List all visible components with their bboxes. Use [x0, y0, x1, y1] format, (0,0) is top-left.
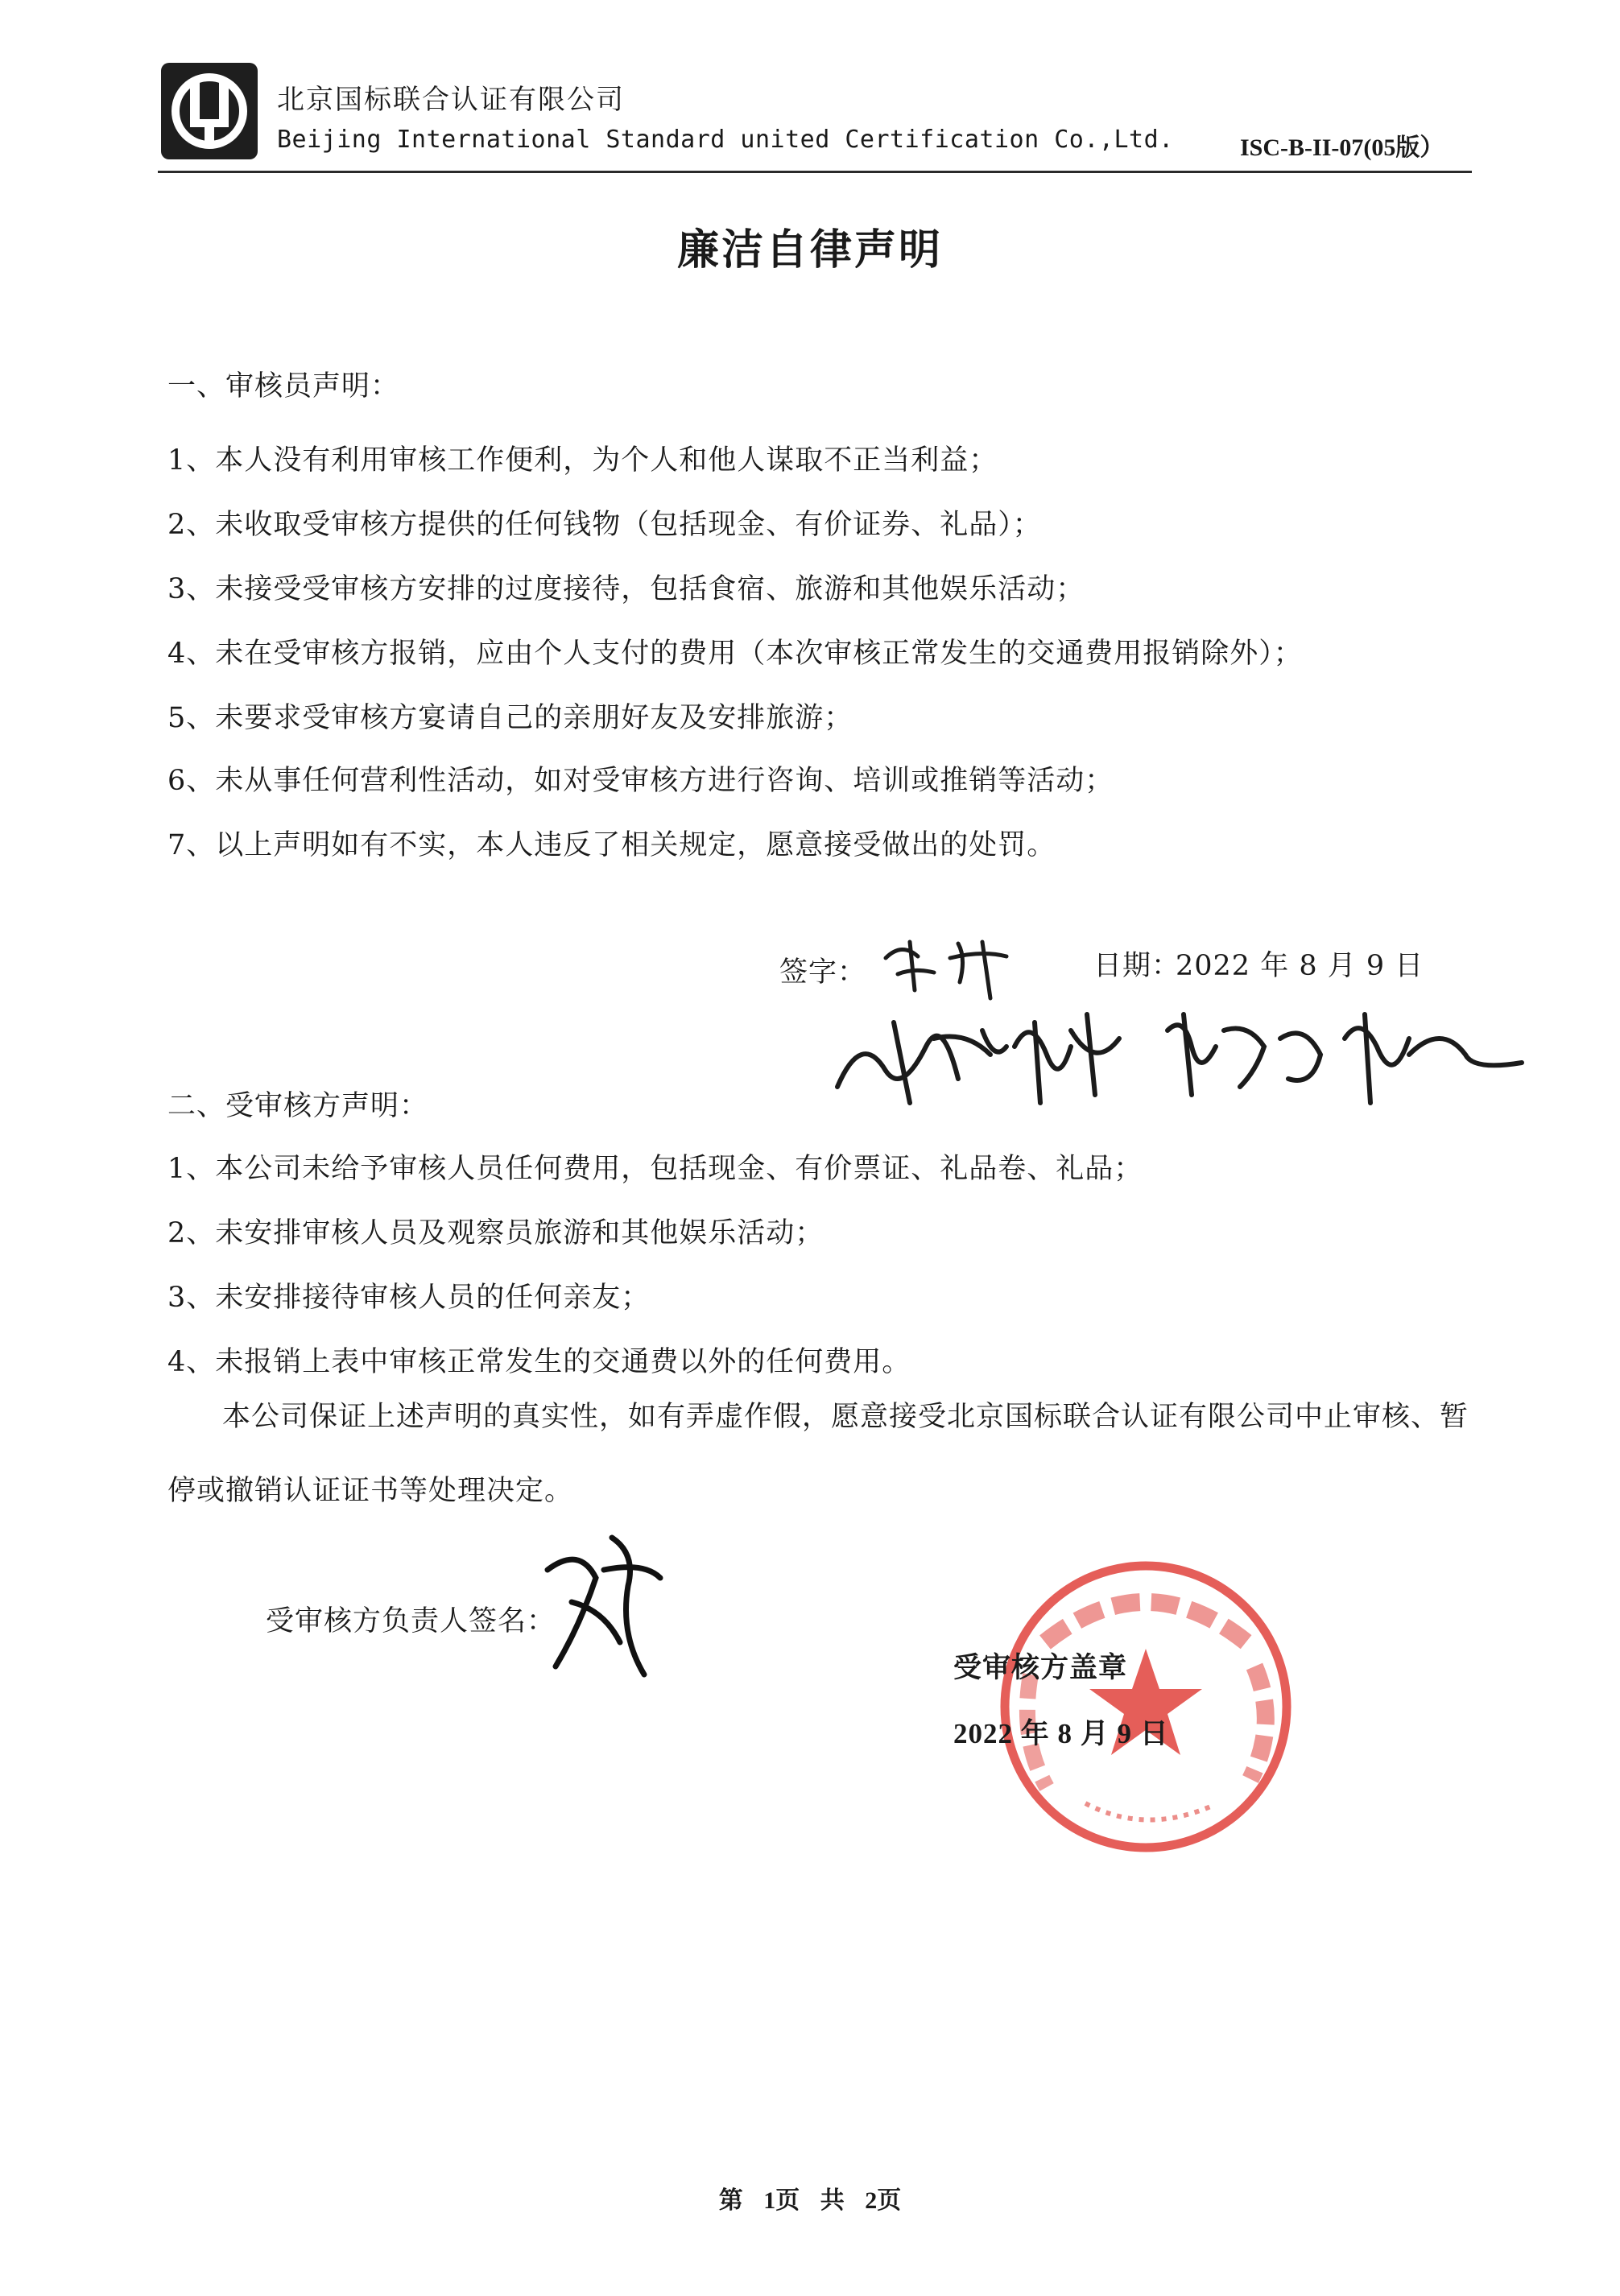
company-name-cn: 北京国标联合认证有限公司: [277, 84, 625, 116]
document-code: ISC-B-II-07(05版）: [1240, 134, 1444, 161]
auditor-signature-label: 签字：: [779, 956, 867, 989]
auditee-item-1: 1、本公司未给予审核人员任何费用，包括现金、有价票证、礼品卷、礼品；: [167, 1153, 1143, 1185]
auditor-item-7: 7、以上声明如有不实，本人违反了相关规定，愿意接受做出的处罚。: [167, 829, 1056, 861]
auditor-date-label: 日期：: [1093, 950, 1181, 982]
auditor-item-1: 1、本人没有利用审核工作便利，为个人和他人谋取不正当利益；: [167, 444, 998, 477]
auditor-signature-1: [870, 934, 1031, 1006]
company-seal-icon: [981, 1530, 1311, 1884]
company-name-en: Beijing International Standard united Certification Co.,Ltd.: [277, 126, 1174, 154]
page-number: 第 1页 共 2页: [718, 2187, 902, 2214]
auditor-date-value: 2022 年 8 月 9 日: [1176, 950, 1424, 982]
auditee-item-3: 3、未安排接待审核人员的任何亲友；: [167, 1282, 651, 1314]
seal-label: 受审核方盖章: [953, 1651, 1128, 1684]
auditee-item-4: 4、未报销上表中审核正常发生的交通费以外的任何费用。: [167, 1346, 911, 1378]
auditor-item-2: 2、未收取受审核方提供的任何钱物（包括现金、有价证券、礼品）；: [167, 509, 1042, 541]
guarantee-paragraph-line-1: 本公司保证上述声明的真实性，如有弄虚作假，愿意接受北京国标联合认证有限公司中止审核、暂: [222, 1401, 1469, 1433]
header-divider: [158, 171, 1472, 173]
guarantee-paragraph-line-2: 停或撤销认证证书等处理决定。: [167, 1475, 574, 1507]
bisc-logo-icon: [158, 60, 261, 163]
responsible-person-signature: [531, 1522, 668, 1691]
auditor-item-6: 6、未从事任何营利性活动，如对受审核方进行咨询、培训或推销等活动；: [167, 765, 1114, 797]
auditor-item-5: 5、未要求受审核方宴请自己的亲朋好友及安排旅游；: [167, 702, 853, 734]
auditor-item-3: 3、未接受受审核方安排的过度接待，包括食宿、旅游和其他娱乐活动；: [167, 573, 1085, 605]
document-title: 廉洁自律声明: [676, 226, 943, 275]
responsible-person-signature-label: 受审核方负责人签名：: [266, 1605, 556, 1637]
auditor-section-heading: 一、审核员声明：: [167, 370, 400, 403]
auditee-section-heading: 二、受审核方声明：: [167, 1090, 429, 1122]
auditee-item-2: 2、未安排审核人员及观察员旅游和其他娱乐活动；: [167, 1217, 824, 1249]
auditor-signature-2: [829, 998, 1538, 1119]
auditor-item-4: 4、未在受审核方报销，应由个人支付的费用（本次审核正常发生的交通费用报销除外）；: [167, 638, 1303, 670]
seal-date: 2022 年 8 月 9 日: [953, 1718, 1169, 1749]
